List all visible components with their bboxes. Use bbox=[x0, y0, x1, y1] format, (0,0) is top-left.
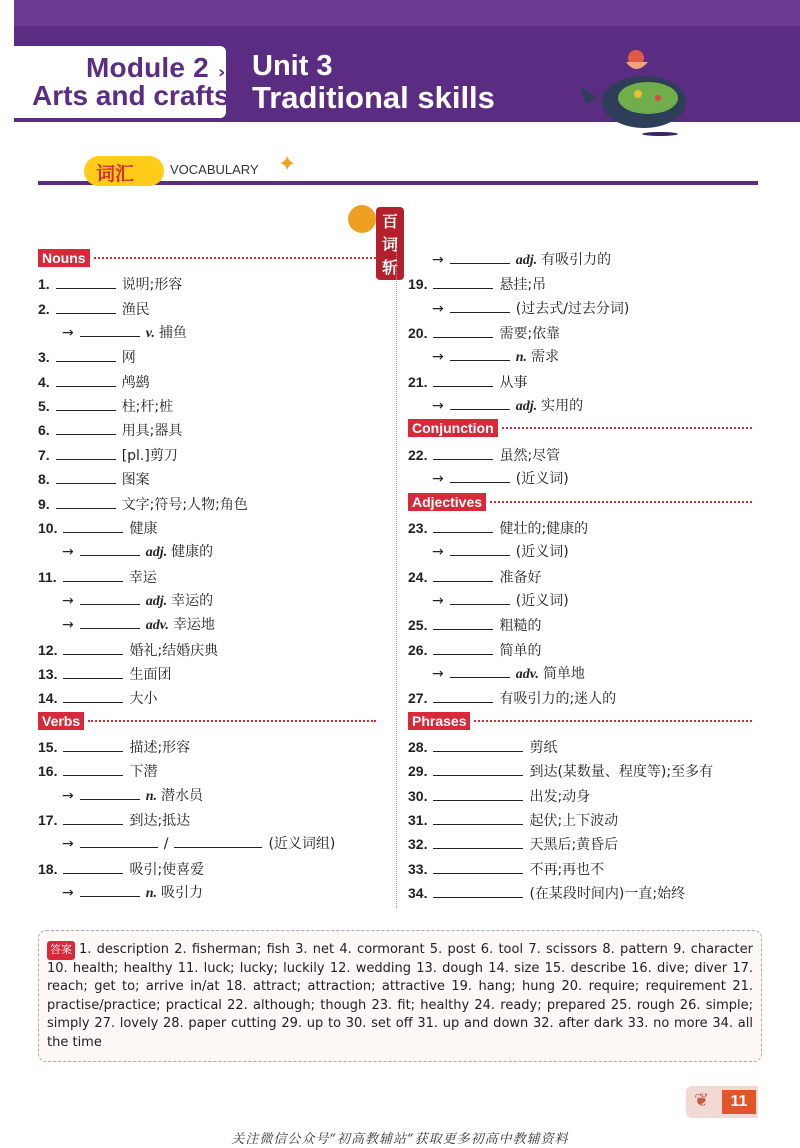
section-header bbox=[408, 492, 754, 512]
item-meaning: 实用的 bbox=[541, 398, 584, 414]
item-number: 24. bbox=[408, 569, 428, 585]
answer-blank bbox=[433, 322, 493, 338]
item-meaning: 下潜 bbox=[129, 764, 158, 780]
item-number: 17. bbox=[38, 812, 58, 828]
vocab-item bbox=[408, 881, 685, 905]
item-number: 16. bbox=[38, 763, 58, 779]
answer-blank bbox=[56, 371, 116, 387]
answer-blank bbox=[56, 444, 116, 460]
answer-blank bbox=[56, 395, 116, 411]
answer-blank bbox=[63, 687, 123, 703]
item-meaning: 需求 bbox=[531, 349, 560, 365]
answer-blank bbox=[450, 297, 510, 313]
vocab-item bbox=[408, 857, 604, 881]
answer-blank bbox=[80, 540, 140, 556]
item-number: 19. bbox=[408, 276, 428, 292]
answer-blank bbox=[63, 736, 123, 752]
answer-blank bbox=[433, 614, 493, 630]
derived-form bbox=[38, 540, 213, 564]
answer-blank bbox=[433, 639, 493, 655]
section-dotted-rule bbox=[490, 501, 752, 503]
item-number: 22. bbox=[408, 447, 428, 463]
item-number: 28. bbox=[408, 739, 428, 755]
section-header bbox=[408, 711, 754, 731]
item-number: 26. bbox=[408, 642, 428, 658]
arrow-icon: → bbox=[62, 544, 74, 560]
item-number: 9. bbox=[38, 496, 50, 512]
item-meaning: 吸引;使喜爱 bbox=[129, 862, 205, 878]
arrow-icon: → bbox=[432, 349, 444, 365]
answer-text: 1. description 2. fisherman; fish 3. net 4. cormorant 5. post 6. tool 7. scissors 8. pattern 9. character 10. health; healthy 11. luck; lucky; luckily 12. wedding 13. dough 14. size 15. describe 16. dive; diver 17. reach; get to; arrive in/at 18. attract; attraction; attractive 19. hang; hung 20. require; requirement 21. practise/practice; practical 22. although; though 23. fit; healthy 24. ready; prepared 25. rough 26. simple; simply 27. lovely 28. paper cutting 29. up to 30. set off 31. up and down 32. after dark 33. no more 34. all the time bbox=[47, 942, 753, 1050]
item-meaning: 用具;器具 bbox=[121, 423, 183, 439]
item-meaning: 健康 bbox=[129, 521, 158, 537]
item-meaning: 天黑后;黄昏后 bbox=[529, 837, 619, 853]
item-number: 12. bbox=[38, 642, 58, 658]
vocab-item bbox=[408, 808, 618, 832]
chevron-right-icon: › bbox=[218, 62, 226, 83]
item-meaning: 鸬鹚 bbox=[121, 375, 150, 391]
item-meaning: [pl.]剪刀 bbox=[121, 448, 178, 464]
separator: / bbox=[163, 836, 169, 852]
answer-blank bbox=[433, 371, 493, 387]
answer-blank bbox=[433, 566, 493, 582]
vocab-item bbox=[38, 370, 150, 394]
section-badge-label: 百词斩 bbox=[376, 207, 404, 280]
arrow-icon: → bbox=[432, 544, 444, 560]
derived-form bbox=[408, 467, 569, 491]
answer-blank bbox=[56, 468, 116, 484]
section-label: Nouns bbox=[38, 249, 90, 267]
answer-blank bbox=[63, 517, 123, 533]
answer-blank bbox=[433, 882, 523, 898]
section-header bbox=[408, 418, 754, 438]
answer-blank bbox=[433, 760, 523, 776]
answer-blank bbox=[63, 858, 123, 874]
derived-form bbox=[38, 784, 203, 808]
answer-blank bbox=[450, 394, 510, 410]
arrow-icon: → bbox=[62, 788, 74, 804]
arrow-icon: → bbox=[62, 325, 74, 341]
item-meaning: 剪纸 bbox=[529, 740, 558, 756]
footer-note: 关注微信公众号“初高教辅站”获取更多初高中教辅资料 bbox=[231, 1132, 569, 1147]
item-number: 6. bbox=[38, 422, 50, 438]
vocab-item bbox=[38, 857, 204, 881]
arrow-icon: → bbox=[432, 666, 444, 682]
item-number: 25. bbox=[408, 617, 428, 633]
item-meaning: 图案 bbox=[121, 472, 150, 488]
item-meaning: 描述;形容 bbox=[129, 740, 191, 756]
answer-blank bbox=[80, 784, 140, 800]
item-meaning: 幸运地 bbox=[172, 617, 215, 633]
vocab-item bbox=[408, 784, 590, 808]
arrow-icon: → bbox=[62, 885, 74, 901]
section-dotted-rule bbox=[88, 720, 376, 722]
part-of-speech: n. bbox=[145, 886, 158, 901]
vocab-item bbox=[408, 686, 616, 710]
answer-text-block bbox=[47, 941, 753, 1052]
arrow-icon: → bbox=[62, 836, 74, 852]
section-label: Verbs bbox=[38, 712, 84, 730]
vocab-item bbox=[408, 321, 560, 345]
item-number: 7. bbox=[38, 447, 50, 463]
item-meaning: (近义词) bbox=[515, 471, 569, 487]
vocab-item bbox=[408, 832, 618, 856]
module-title: Module 2 bbox=[86, 52, 209, 83]
answer-blank bbox=[450, 589, 510, 605]
derived-form bbox=[38, 589, 213, 613]
vocab-item bbox=[408, 613, 541, 637]
item-meaning: 生面团 bbox=[129, 667, 172, 683]
item-meaning: (在某段时间内)一直;始终 bbox=[529, 886, 686, 902]
answer-blank bbox=[80, 613, 140, 629]
item-meaning: 从事 bbox=[499, 375, 528, 391]
answer-blank bbox=[80, 881, 140, 897]
item-number: 23. bbox=[408, 520, 428, 536]
part-of-speech: adv. bbox=[145, 618, 169, 633]
derived-form bbox=[408, 662, 585, 686]
vocab-item bbox=[408, 735, 557, 759]
vocab-item bbox=[408, 272, 546, 296]
item-meaning: (近义词组) bbox=[268, 836, 336, 852]
vocab-item bbox=[408, 638, 541, 662]
item-number: 14. bbox=[38, 690, 58, 706]
item-number: 34. bbox=[408, 885, 428, 901]
section-header bbox=[38, 248, 378, 268]
item-number: 15. bbox=[38, 739, 58, 755]
answer-blank bbox=[433, 273, 493, 289]
answer-blank bbox=[433, 444, 493, 460]
page-number: 11 bbox=[722, 1090, 756, 1114]
answer-blank bbox=[450, 540, 510, 556]
item-number: 13. bbox=[38, 666, 58, 682]
part-of-speech: adj. bbox=[145, 545, 168, 560]
answer-blank bbox=[433, 517, 493, 533]
vocab-item bbox=[38, 418, 182, 442]
section-label: Phrases bbox=[408, 712, 470, 730]
arrow-icon: → bbox=[432, 301, 444, 317]
item-meaning: 说明;形容 bbox=[121, 277, 183, 293]
answer-blank bbox=[63, 566, 123, 582]
answer-blank bbox=[56, 419, 116, 435]
section-label: Conjunction bbox=[408, 419, 498, 437]
item-meaning: 吸引力 bbox=[161, 885, 204, 901]
vocabulary-cn-label: 词汇 bbox=[96, 163, 135, 185]
arrow-icon: → bbox=[432, 398, 444, 414]
item-meaning: 潜水员 bbox=[161, 788, 204, 804]
item-number: 18. bbox=[38, 861, 58, 877]
item-meaning: (近义词) bbox=[515, 544, 569, 560]
item-number: 27. bbox=[408, 690, 428, 706]
section-header bbox=[38, 711, 378, 731]
answer-blank bbox=[63, 663, 123, 679]
item-meaning: 有吸引力的 bbox=[541, 252, 612, 268]
answer-blank bbox=[174, 832, 262, 848]
item-number: 10. bbox=[38, 520, 58, 536]
answer-blank bbox=[433, 809, 523, 825]
derived-form bbox=[38, 321, 187, 345]
vocab-item bbox=[408, 759, 713, 783]
item-number: 4. bbox=[38, 374, 50, 390]
leaf-icon: ❦ bbox=[694, 1090, 710, 1111]
vocab-item bbox=[408, 565, 541, 589]
part-of-speech: n. bbox=[145, 789, 158, 804]
answer-badge: 答案 bbox=[47, 941, 75, 960]
vocab-item bbox=[38, 516, 157, 540]
item-number: 20. bbox=[408, 325, 428, 341]
section-dotted-rule bbox=[502, 427, 752, 429]
derived-form bbox=[408, 297, 629, 321]
answer-blank bbox=[450, 662, 510, 678]
vocab-item bbox=[38, 662, 171, 686]
arrow-icon: → bbox=[432, 252, 444, 268]
answer-blank bbox=[56, 493, 116, 509]
vocabulary-en-label: VOCABULARY bbox=[170, 162, 259, 177]
item-meaning: 幸运 bbox=[128, 570, 157, 586]
item-meaning: 简单地 bbox=[542, 666, 585, 682]
item-meaning: (过去式/过去分词) bbox=[515, 301, 630, 317]
answer-blank bbox=[56, 346, 116, 362]
item-number: 32. bbox=[408, 836, 428, 852]
derived-form bbox=[38, 613, 215, 637]
item-number: 8. bbox=[38, 471, 50, 487]
answer-blank bbox=[63, 809, 123, 825]
item-meaning: 健壮的;健康的 bbox=[499, 521, 589, 537]
derived-form bbox=[38, 832, 335, 856]
item-meaning: 健康的 bbox=[171, 544, 214, 560]
vocab-item bbox=[38, 443, 178, 467]
item-number: 30. bbox=[408, 788, 428, 804]
vocab-item bbox=[408, 516, 588, 540]
item-number: 31. bbox=[408, 812, 428, 828]
item-number: 33. bbox=[408, 861, 428, 877]
section-dotted-rule bbox=[94, 257, 376, 259]
vocab-item bbox=[38, 272, 182, 296]
item-meaning: 大小 bbox=[129, 691, 158, 707]
answer-blank bbox=[56, 298, 116, 314]
part-of-speech: adj. bbox=[515, 399, 538, 414]
vocab-item bbox=[38, 735, 190, 759]
derived-form bbox=[38, 881, 203, 905]
module-subtitle: Arts and crafts bbox=[32, 80, 230, 111]
item-meaning: 起伏;上下波动 bbox=[529, 813, 619, 829]
vocab-item bbox=[408, 370, 527, 394]
answer-blank bbox=[433, 833, 523, 849]
vocab-item bbox=[38, 297, 150, 321]
arrow-icon: → bbox=[432, 471, 444, 487]
vocab-item bbox=[38, 638, 218, 662]
part-of-speech: adv. bbox=[515, 667, 539, 682]
item-meaning: 粗糙的 bbox=[499, 618, 542, 634]
item-meaning: (近义词) bbox=[515, 593, 569, 609]
item-number: 11. bbox=[38, 569, 57, 585]
answer-blank bbox=[433, 785, 523, 801]
item-meaning: 有吸引力的;迷人的 bbox=[499, 691, 617, 707]
item-meaning: 简单的 bbox=[499, 643, 542, 659]
item-meaning: 幸运的 bbox=[171, 593, 214, 609]
answer-box bbox=[38, 930, 762, 1062]
answer-blank bbox=[56, 273, 116, 289]
item-meaning: 到达;抵达 bbox=[129, 813, 191, 829]
item-meaning: 文字;符号;人物;角色 bbox=[121, 497, 248, 513]
answer-blank bbox=[80, 321, 140, 337]
section-dotted-rule bbox=[474, 720, 752, 722]
answer-blank bbox=[433, 736, 523, 752]
part-of-speech: adj. bbox=[145, 594, 168, 609]
item-meaning: 出发;动身 bbox=[529, 789, 591, 805]
item-meaning: 不再;再也不 bbox=[529, 862, 605, 878]
vocab-item bbox=[38, 394, 173, 418]
vocab-item bbox=[38, 686, 157, 710]
answer-blank bbox=[63, 639, 123, 655]
vocab-item bbox=[408, 443, 560, 467]
runner-icon: ✦ bbox=[278, 152, 297, 177]
answer-blank bbox=[450, 467, 510, 483]
arrow-icon: → bbox=[432, 593, 444, 609]
item-meaning: 准备好 bbox=[499, 570, 542, 586]
vocab-item bbox=[38, 565, 157, 589]
answer-blank bbox=[433, 858, 523, 874]
vocab-item bbox=[38, 345, 136, 369]
section-label: Adjectives bbox=[408, 493, 486, 511]
answer-blank bbox=[433, 687, 493, 703]
vocab-item bbox=[38, 759, 157, 783]
item-meaning: 到达(某数量、程度等);至多有 bbox=[529, 764, 714, 780]
part-of-speech: adj. bbox=[515, 253, 538, 268]
unit-subtitle: Traditional skills bbox=[252, 80, 495, 115]
unit-title: Unit 3 bbox=[252, 50, 333, 82]
derived-form bbox=[408, 248, 611, 272]
derived-form bbox=[408, 345, 559, 369]
part-of-speech: n. bbox=[515, 350, 528, 365]
vocab-item bbox=[38, 808, 190, 832]
answer-blank bbox=[80, 589, 140, 605]
page-header bbox=[0, 0, 800, 122]
derived-form bbox=[408, 589, 569, 613]
item-number: 2. bbox=[38, 301, 50, 317]
vocab-item bbox=[38, 467, 150, 491]
item-meaning: 虽然;尽管 bbox=[499, 448, 561, 464]
answer-blank bbox=[63, 760, 123, 776]
knight-icon bbox=[348, 205, 376, 233]
item-meaning: 柱;杆;桩 bbox=[121, 399, 174, 415]
item-number: 21. bbox=[408, 374, 428, 390]
arrow-icon: → bbox=[62, 593, 74, 609]
column-divider bbox=[396, 248, 397, 908]
item-meaning: 悬挂;吊 bbox=[499, 277, 547, 293]
item-meaning: 网 bbox=[121, 350, 136, 366]
item-meaning: 需要;依靠 bbox=[499, 326, 561, 342]
item-meaning: 捕鱼 bbox=[158, 325, 187, 341]
answer-blank bbox=[450, 345, 510, 361]
answer-blank bbox=[450, 248, 510, 264]
arrow-icon: → bbox=[62, 617, 74, 633]
item-meaning: 婚礼;结婚庆典 bbox=[129, 643, 219, 659]
header-band-top bbox=[14, 0, 800, 26]
vocab-item bbox=[38, 492, 248, 516]
derived-form bbox=[408, 540, 569, 564]
item-number: 29. bbox=[408, 763, 428, 779]
whale-illustration bbox=[576, 36, 696, 136]
item-number: 1. bbox=[38, 276, 50, 292]
item-number: 3. bbox=[38, 349, 50, 365]
item-meaning: 渔民 bbox=[121, 302, 150, 318]
derived-form bbox=[408, 394, 583, 418]
answer-blank bbox=[80, 832, 158, 848]
part-of-speech: v. bbox=[145, 326, 155, 341]
item-number: 5. bbox=[38, 398, 50, 414]
